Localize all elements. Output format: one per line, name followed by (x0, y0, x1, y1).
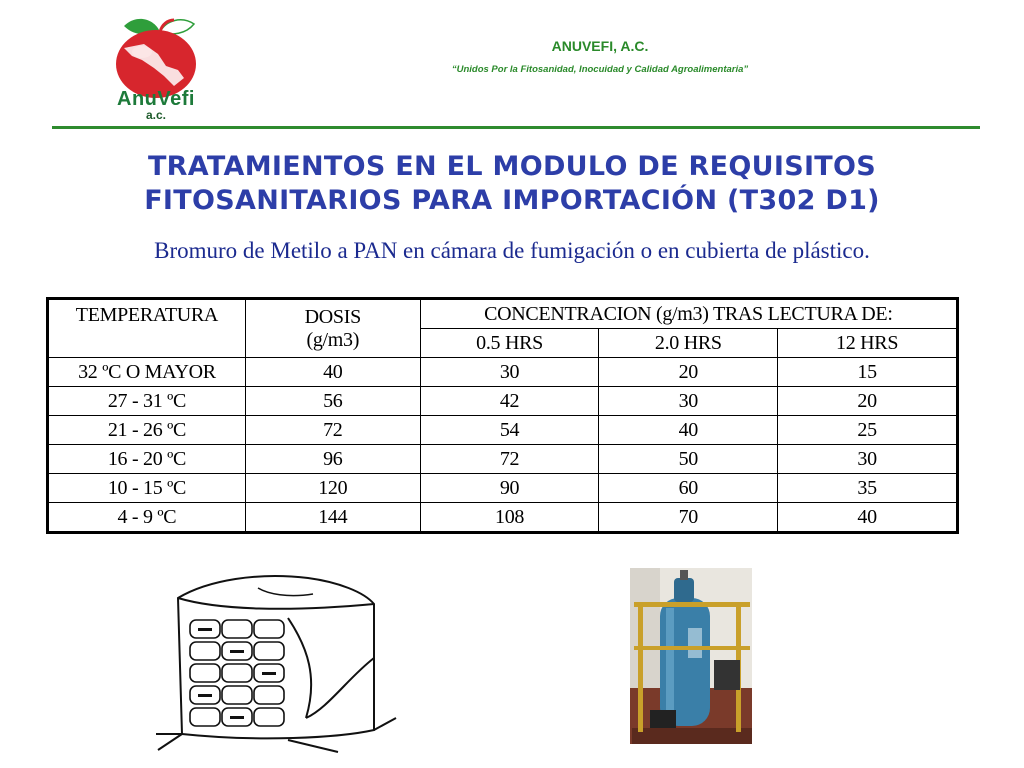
cell-temperature: 21 - 26 ºC (48, 416, 246, 445)
cell-reading-0-5h: 90 (420, 474, 599, 503)
cell-reading-0-5h: 108 (420, 503, 599, 533)
cell-reading-2h: 40 (599, 416, 778, 445)
cell-reading-12h: 40 (778, 503, 958, 533)
cell-temperature: 10 - 15 ºC (48, 474, 246, 503)
table-row (48, 474, 958, 503)
cell-dose: 120 (245, 474, 420, 503)
fumigation-table (46, 297, 959, 534)
cell-reading-12h: 25 (778, 416, 958, 445)
header-dose (245, 299, 420, 358)
cell-reading-0-5h: 72 (420, 445, 599, 474)
organization-name: ANUVEFI, A.C. (551, 38, 649, 54)
cell-dose: 56 (245, 387, 420, 416)
table-row (48, 416, 958, 445)
header-temperature: TEMPERATURA (48, 299, 246, 358)
cell-dose: 72 (245, 416, 420, 445)
cell-reading-0-5h: 30 (420, 358, 599, 387)
slide-title: TRATAMIENTOS EN EL MODULO DE REQUISITOS FITOSANITARIOS PARA IMPORTACIÓN (T302 D1) (144, 151, 880, 216)
cell-dose: 144 (245, 503, 420, 533)
header-reading-12h: 12 HRS (778, 329, 958, 358)
slide-subtitle: Bromuro de Metilo a PAN en cámara de fumigación o en cubierta de plástico. (154, 238, 870, 263)
header-dose-unit: (g/m3) (306, 328, 360, 351)
header-dose-label: DOSIS (304, 305, 361, 328)
cell-reading-2h: 70 (599, 503, 778, 533)
cell-temperature: 32 ºC O MAYOR (48, 358, 246, 387)
table-row (48, 358, 958, 387)
cell-reading-2h: 30 (599, 387, 778, 416)
cell-reading-12h: 35 (778, 474, 958, 503)
cell-reading-0-5h: 54 (420, 416, 599, 445)
cell-reading-12h: 20 (778, 387, 958, 416)
logo-subtext: a.c. (145, 108, 166, 122)
logo-wordmark: AnuVefi (117, 88, 195, 110)
cell-reading-2h: 20 (599, 358, 778, 387)
table-row (48, 387, 958, 416)
cell-reading-2h: 60 (599, 474, 778, 503)
organization-motto: “Unidos Por la Fitosanidad, Inocuidad y Calidad Agroalimentaria” (451, 64, 749, 75)
cell-dose: 40 (245, 358, 420, 387)
table-row (48, 445, 958, 474)
header-divider (52, 126, 980, 129)
cell-reading-12h: 30 (778, 445, 958, 474)
cell-reading-0-5h: 42 (420, 387, 599, 416)
cell-temperature: 27 - 31 ºC (48, 387, 246, 416)
table-header-row (48, 299, 958, 329)
cell-temperature: 4 - 9 ºC (48, 503, 246, 533)
cell-reading-12h: 15 (778, 358, 958, 387)
header-concentration: CONCENTRACION (g/m3) TRAS LECTURA DE: (420, 299, 957, 329)
cell-dose: 96 (245, 445, 420, 474)
cell-reading-2h: 50 (599, 445, 778, 474)
header-reading-0-5h: 0.5 HRS (420, 329, 599, 358)
header-reading-2h: 2.0 HRS (599, 329, 778, 358)
gas-cylinder-photo (630, 568, 752, 744)
tarp-covered-stack-illustration (138, 558, 400, 754)
table-row (48, 503, 958, 533)
cell-temperature: 16 - 20 ºC (48, 445, 246, 474)
